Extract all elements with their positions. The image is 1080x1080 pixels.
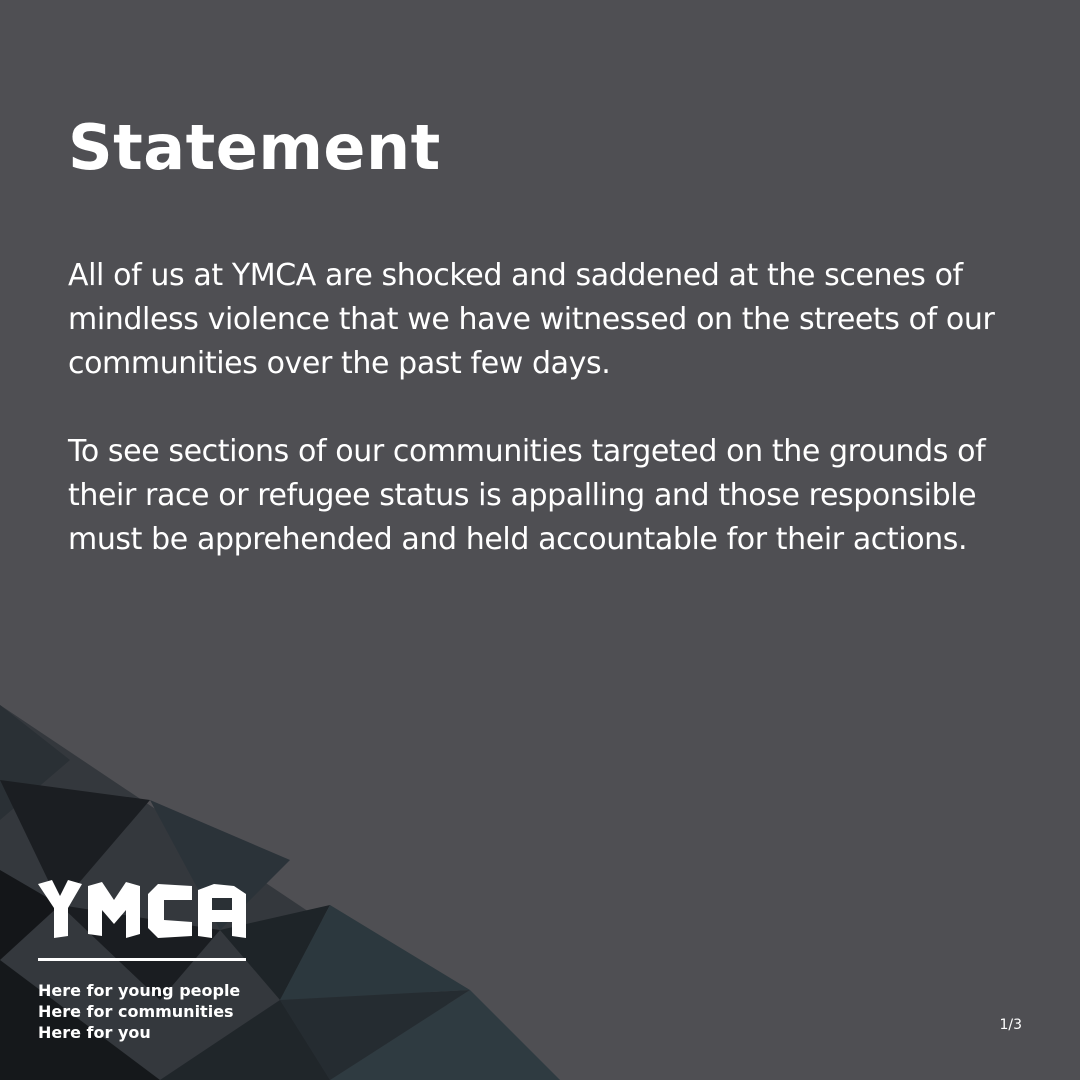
statement-paragraph: All of us at YMCA are shocked and saddened at the scenes of mindless violence that we have witnessed on the streets of our communities over the past few days.: [68, 258, 995, 381]
ymca-logo: [38, 880, 248, 942]
tagline-line: Here for young people: [38, 981, 241, 1000]
brand-tagline: [38, 980, 240, 1043]
tagline-line: Here for communities: [38, 1002, 234, 1021]
page-indicator: 1/3: [999, 1017, 1022, 1033]
statement-paragraph: To see sections of our communities targeted on the grounds of their race or refugee status is appalling and those responsible must be apprehended and held accountable for their actions.: [68, 434, 986, 557]
tagline-line: Here for you: [38, 1023, 151, 1042]
page-title: Statement: [68, 111, 441, 184]
logo-divider: [38, 958, 246, 961]
statement-body: [68, 254, 998, 606]
